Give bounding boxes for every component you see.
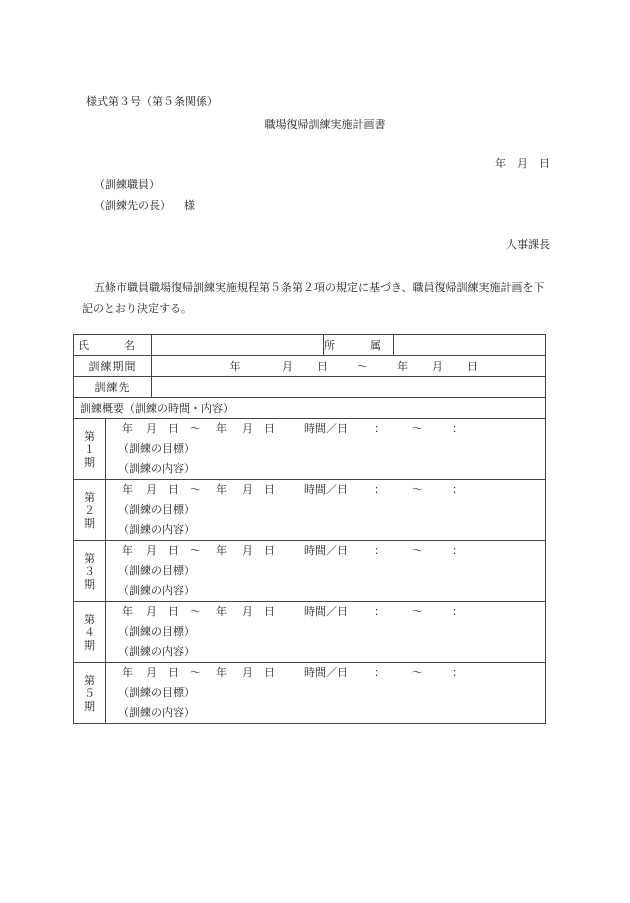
schedule-part: 月 (146, 422, 157, 435)
content-label: （訓練の内容） (118, 706, 195, 719)
date-line: 年 月 日 (495, 157, 550, 170)
schedule-part: 日 (168, 483, 179, 496)
schedule-part: 日 (264, 544, 275, 557)
term-content[interactable] (106, 459, 546, 480)
goal-label: （訓練の目標） (118, 564, 195, 577)
term-schedule[interactable] (106, 602, 546, 623)
goal-label: （訓練の目標） (118, 442, 195, 455)
term-schedule[interactable] (106, 419, 546, 440)
term-row (74, 439, 546, 459)
schedule-part: 年 (122, 666, 133, 679)
period-part: 月 (282, 360, 293, 373)
schedule-part: 年 (122, 483, 133, 496)
schedule-part: 月 (242, 483, 253, 496)
term-row (74, 703, 546, 724)
schedule-part: ： (452, 666, 463, 679)
body-paragraph: 五條市職員職場復帰訓練実施規程第５条第２項の規定に基づき、職員復帰訓練実施計画を下記のとおり決定する。 (82, 281, 545, 315)
period-part: 日 (317, 360, 328, 373)
schedule-part: 時間／日 (304, 422, 348, 435)
schedule-part: 時間／日 (304, 666, 348, 679)
schedule-part: ： (374, 666, 385, 679)
training-plan-table (73, 334, 546, 724)
place-value[interactable] (152, 377, 546, 398)
schedule-part: 日 (168, 605, 179, 618)
term-label-text: 第 １ 期 (84, 429, 95, 469)
term-row (74, 541, 546, 562)
schedule-part: 日 (264, 605, 275, 618)
form-number: 様式第３号（第５条関係） (86, 95, 218, 108)
term-label (74, 663, 106, 724)
schedule-part: 年 (122, 605, 133, 618)
schedule-part: 月 (242, 666, 253, 679)
terms-body (74, 419, 546, 724)
schedule-part: 日 (168, 544, 179, 557)
schedule-part: 月 (146, 666, 157, 679)
term-row (74, 480, 546, 501)
term-schedule[interactable] (106, 480, 546, 501)
overview-label: 訓練概要（訓練の時間・内容） (74, 398, 546, 419)
term-row (74, 561, 546, 581)
period-row (74, 356, 546, 377)
goal-label: （訓練の目標） (118, 503, 195, 516)
term-goal[interactable] (106, 683, 546, 703)
schedule-part: 月 (242, 605, 253, 618)
name-label: 氏 名 (74, 335, 152, 356)
schedule-part: 年 (122, 544, 133, 557)
term-row (74, 683, 546, 703)
goal-label: （訓練の目標） (118, 686, 195, 699)
term-label (74, 541, 106, 602)
period-part: 日 (467, 360, 478, 373)
term-label-text: 第 ３ 期 (84, 551, 95, 591)
place-label: 訓練先 (74, 377, 152, 398)
schedule-part: ： (452, 544, 463, 557)
schedule-part: 時間／日 (304, 483, 348, 496)
schedule-part: 月 (146, 605, 157, 618)
issuer: 人事課長 (506, 238, 550, 251)
term-label-text: 第 ２ 期 (84, 490, 95, 530)
term-label (74, 480, 106, 541)
term-row (74, 602, 546, 623)
period-part: 月 (432, 360, 443, 373)
schedule-part: ： (374, 544, 385, 557)
term-row (74, 663, 546, 684)
schedule-part: ～ (190, 483, 201, 496)
term-label-text: 第 ４ 期 (84, 612, 95, 652)
schedule-part: ～ (190, 544, 201, 557)
schedule-part: 日 (168, 666, 179, 679)
schedule-part: 年 (122, 422, 133, 435)
content-label: （訓練の内容） (118, 584, 195, 597)
name-row (74, 335, 546, 356)
affiliation-label: 所 属 (324, 335, 394, 356)
period-label: 訓練期間 (74, 356, 152, 377)
place-row (74, 377, 546, 398)
term-content[interactable] (106, 703, 546, 724)
schedule-part: ～ (190, 422, 201, 435)
term-label (74, 419, 106, 480)
document-title: 職場復帰訓練実施計画書 (264, 118, 386, 131)
schedule-part: 日 (264, 666, 275, 679)
term-content[interactable] (106, 581, 546, 602)
term-row (74, 459, 546, 480)
schedule-part: 月 (146, 483, 157, 496)
period-date-parts (152, 356, 545, 376)
period-part: 年 (397, 360, 408, 373)
period-value[interactable] (152, 356, 546, 377)
addressee-trainee: （訓練職員） (94, 178, 160, 191)
schedule-part: 年 (216, 483, 227, 496)
schedule-part: 日 (168, 422, 179, 435)
schedule-part: 日 (264, 483, 275, 496)
schedule-part: ： (452, 605, 463, 618)
schedule-part: 年 (216, 544, 227, 557)
term-goal[interactable] (106, 561, 546, 581)
schedule-part: ～ (412, 666, 423, 679)
term-row (74, 500, 546, 520)
schedule-part: 時間／日 (304, 605, 348, 618)
schedule-part: 日 (264, 422, 275, 435)
term-schedule[interactable] (106, 541, 546, 562)
addressee-training-head: （訓練先の長） (94, 199, 171, 212)
schedule-part: 時間／日 (304, 544, 348, 557)
honorific: 様 (184, 199, 195, 212)
schedule-part: ： (374, 422, 385, 435)
content-label: （訓練の内容） (118, 462, 195, 475)
schedule-part: ： (452, 483, 463, 496)
term-row (74, 520, 546, 541)
schedule-part: ～ (190, 666, 201, 679)
schedule-part: ～ (412, 422, 423, 435)
name-value[interactable] (152, 335, 324, 356)
schedule-part: 年 (216, 605, 227, 618)
schedule-part: ～ (412, 605, 423, 618)
schedule-part: 月 (242, 544, 253, 557)
content-label: （訓練の内容） (118, 645, 195, 658)
term-label-text: 第 ５ 期 (84, 673, 95, 713)
schedule-part: ～ (190, 605, 201, 618)
schedule-part: 月 (242, 422, 253, 435)
term-row (74, 622, 546, 642)
schedule-part: ： (374, 483, 385, 496)
overview-row (74, 398, 546, 419)
term-row (74, 642, 546, 663)
schedule-part: ～ (412, 544, 423, 557)
term-goal[interactable] (106, 439, 546, 459)
term-label (74, 602, 106, 663)
term-goal[interactable] (106, 622, 546, 642)
affiliation-value[interactable] (394, 335, 546, 356)
term-content[interactable] (106, 642, 546, 663)
schedule-part: ： (452, 422, 463, 435)
period-part: 年 (229, 360, 241, 373)
schedule-part: ～ (412, 483, 423, 496)
schedule-part: 年 (216, 422, 227, 435)
period-part: ～ (357, 360, 368, 373)
goal-label: （訓練の目標） (118, 625, 195, 638)
term-goal[interactable] (106, 500, 546, 520)
schedule-part: ： (374, 605, 385, 618)
term-content[interactable] (106, 520, 546, 541)
term-schedule[interactable] (106, 663, 546, 684)
schedule-part: 月 (146, 544, 157, 557)
content-label: （訓練の内容） (118, 523, 195, 536)
term-row (74, 419, 546, 440)
schedule-part: 年 (216, 666, 227, 679)
term-row (74, 581, 546, 602)
